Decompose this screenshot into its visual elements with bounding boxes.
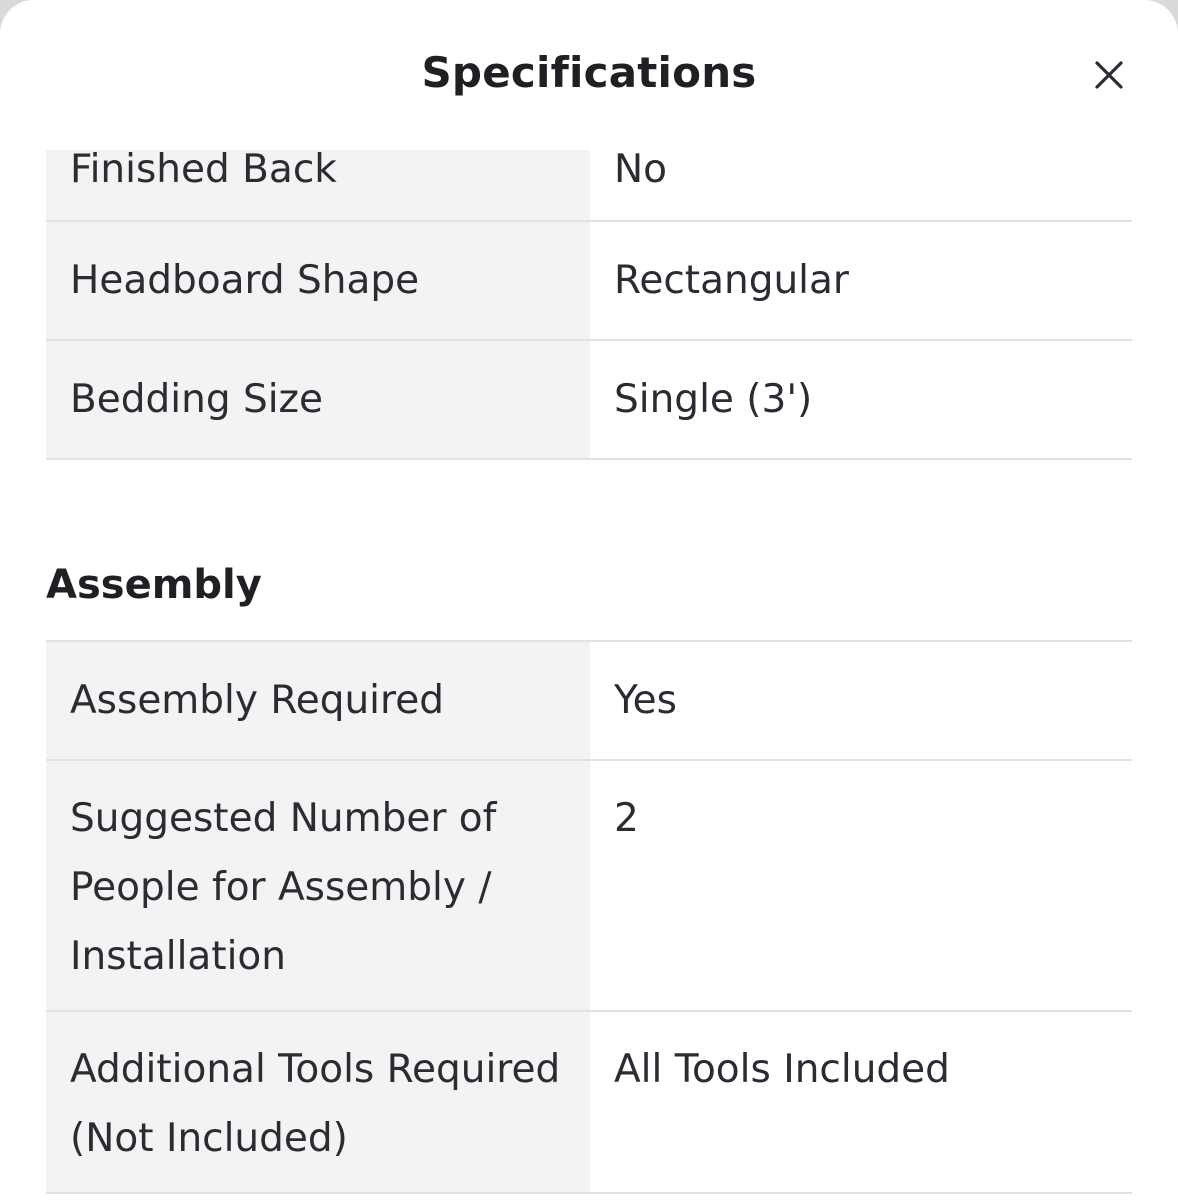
table-row (46, 150, 1132, 222)
table-row (46, 761, 1132, 1012)
spec-label: Suggested Number of People for Assembly / Installation (46, 761, 590, 1010)
spec-label: Assembly Required (46, 642, 590, 759)
modal-header (0, 0, 1178, 150)
spec-value: Rectangular (590, 222, 1132, 339)
spec-label: Additional Tools Required (Not Included) (46, 1012, 590, 1192)
table-row (46, 1012, 1132, 1194)
assembly-section-heading: Assembly (46, 562, 262, 608)
table-row (46, 341, 1132, 460)
spec-label: Finished Back (46, 150, 590, 220)
spec-value: No (590, 150, 1132, 220)
spec-value: 2 (590, 761, 1132, 1010)
close-button[interactable] (1086, 52, 1132, 98)
assembly-spec-table (46, 640, 1132, 1194)
spec-label: Bedding Size (46, 341, 590, 458)
table-row (46, 222, 1132, 341)
spec-value: All Tools Included (590, 1012, 1132, 1192)
table-row (46, 642, 1132, 761)
spec-value: Yes (590, 642, 1132, 759)
specifications-scroll-area[interactable] (0, 150, 1178, 1200)
spec-label: Headboard Shape (46, 222, 590, 339)
spec-value: Single (3') (590, 341, 1132, 458)
modal-title: Specifications (421, 48, 757, 97)
features-spec-table (46, 150, 1132, 460)
close-icon (1094, 60, 1124, 90)
